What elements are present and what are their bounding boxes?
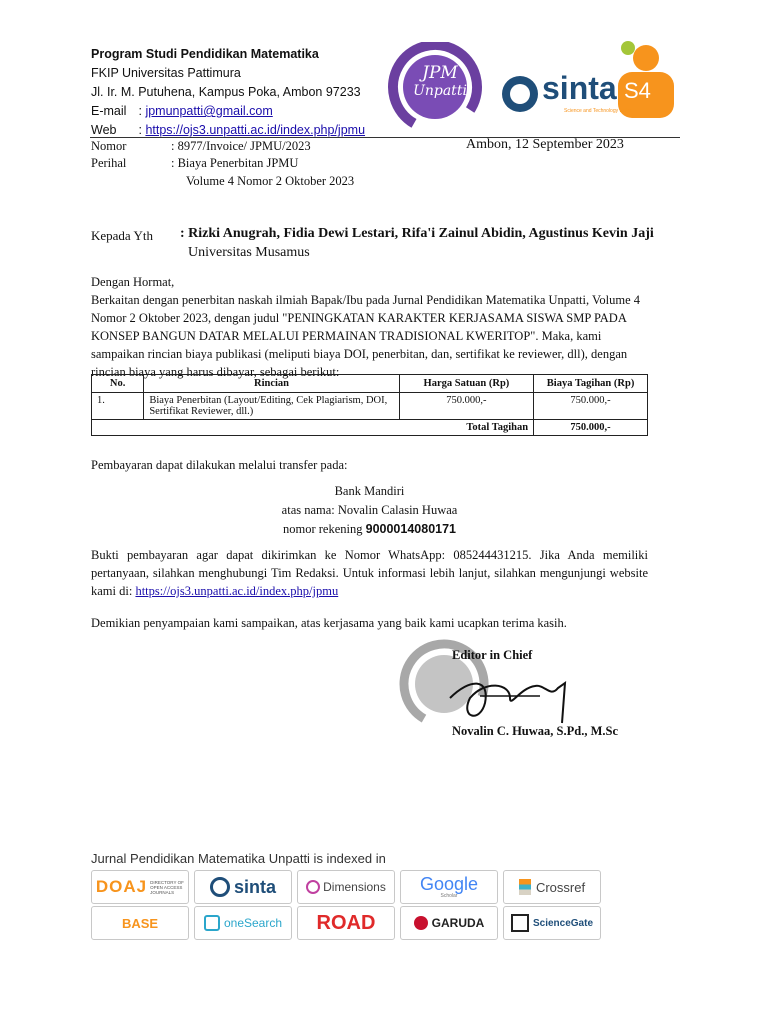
sinta-wordmark: sinta [542,70,617,106]
doaj-logo: DOAJ DIRECTORY OF OPEN ACCESS JOURNALS [91,870,189,904]
dimensions-logo: Dimensions [297,870,395,904]
payment-intro: Pembayaran dapat dilakukan melalui transfer pada: [91,458,348,472]
sinta-rank: S4 [624,78,651,103]
closing-paragraph: Demikian penyampaian kami sampaikan, atas kerjasama yang baik kami ucapkan terima kasih. [91,616,567,630]
greeting: Dengan Hormat, [91,275,175,289]
web-label: Web [91,123,117,137]
volume-line: Volume 4 Nomor 2 Oktober 2023 [186,174,355,188]
sinta-logo [498,40,680,130]
nomor-row [91,139,311,154]
sinta-index-logo: sinta [194,870,292,904]
google-scholar-logo: Google Scholar [400,870,498,904]
table-header-row [92,375,648,393]
perihal-value: : Biaya Penerbitan JPMU [171,156,299,170]
jpm-logo [385,42,485,132]
total-value: 750.000,- [534,420,648,436]
logo-text-unpatti: Unpatti [413,83,467,99]
recipient-label: Kepada Yth [91,228,153,243]
cell-charge: 750.000,- [534,393,648,420]
account-number: 9000014080171 [365,522,456,536]
faculty-name: FKIP Universitas Pattimura [91,66,241,80]
logo-text-jpm: JPM [422,63,458,83]
cell-detail: Biaya Penerbitan (Layout/Editing, Cek Plagiarism, DOI, Sertifikat Reviewer, dll.) [144,393,399,420]
proof-paragraph [91,546,648,600]
intro-paragraph: Berkaitan dengan penerbitan naskah ilmiah Bapak/Ibu pada Jurnal Pendidikan Matematika Unpatti, Volume 4 Nomor 2 Oktober 2023, dengan judul "PENINGKATAN KARAKTER KERJASAMA SISWA SMP PADA KONSEP BANGUN DATAR MELALUI PERMAINAN TRADISIONAL KWERITOP". Maka, kami sampaikan rincian biaya publikasi (meliputi biaya DOI, penerbitan, dan, sertifikat ke reviewer, dll), dengan rincian biaya yang harus dibayar, sebagai berikut: [91,293,641,379]
signatory-name: Novalin C. Huwaa, S.Pd., M.Sc [452,724,618,738]
letterhead [91,45,391,140]
email-row: E-mail : jpmunpatti@gmail.com [91,102,391,121]
perihal-row [91,156,298,171]
signatory-role: Editor in Chief [452,648,533,662]
account-number-label: nomor rekening [283,522,366,536]
road-logo: ROAD [297,906,395,940]
garuda-logo: GARUDA [400,906,498,940]
col-header-no: No. [92,375,144,393]
total-label: Total Tagihan [92,420,534,436]
program-name: Program Studi Pendidikan Matematika [91,47,319,61]
email-link[interactable]: jpmunpatti@gmail.com [145,104,273,118]
col-header-unit-price: Harga Satuan (Rp) [399,375,533,393]
sciencegate-logo: ScienceGate [503,906,601,940]
web-row: Web : https://ojs3.unpatti.ac.id/index.php/jpmu [91,121,391,140]
recipient-names: : Rizki Anugrah, Fidia Dewi Lestari, Rifa'i Zainul Abidin, Agustinus Kevin Jaji [180,226,654,241]
email-label: E-mail [91,104,127,118]
account-name: atas nama: Novalin Calasin Huwaa [281,503,458,517]
nomor-value: : 8977/Invoice/ JPMU/2023 [171,139,311,153]
sinta-subtext: Science and Technology Index [564,108,632,114]
crossref-logo: Crossref [503,870,601,904]
recipient-institution: Universitas Musamus [188,245,310,260]
proof-text: Bukti pembayaran agar dapat dikirimkan ke Nomor WhatsApp: 085244431215. Jika Anda memiliki pertanyaan, silahkan menghubungi Tim Redaksi. Untuk informasi lebih lanjut, silahkan mengunjungi website kami di: [91,548,648,598]
cell-unit-price: 750.000,- [399,393,533,420]
base-logo: BASE [91,906,189,940]
handwritten-signature [440,668,580,728]
website-link[interactable]: https://ojs3.unpatti.ac.id/index.php/jpmu [135,584,339,598]
web-link[interactable]: https://ojs3.unpatti.ac.id/index.php/jpmu [145,123,366,137]
bank-details [91,482,648,539]
col-header-charge: Biaya Tagihan (Rp) [534,375,648,393]
nomor-label: Nomor [91,139,127,153]
perihal-label: Perihal [91,156,127,170]
bank-name: Bank Mandiri [334,484,405,498]
cell-no: 1. [92,393,144,420]
indexing-title: Jurnal Pendidikan Matematika Unpatti is indexed in [91,851,386,866]
address: Jl. Ir. M. Putuhena, Kampus Poka, Ambon 97233 [91,85,361,99]
col-header-detail: Rincian [144,375,399,393]
place-date: Ambon, 12 September 2023 [466,137,624,152]
table-row [92,393,648,420]
fee-table [91,374,648,436]
account-number-row [91,520,648,539]
table-total-row [92,420,648,436]
onesearch-logo: oneSearch [194,906,292,940]
